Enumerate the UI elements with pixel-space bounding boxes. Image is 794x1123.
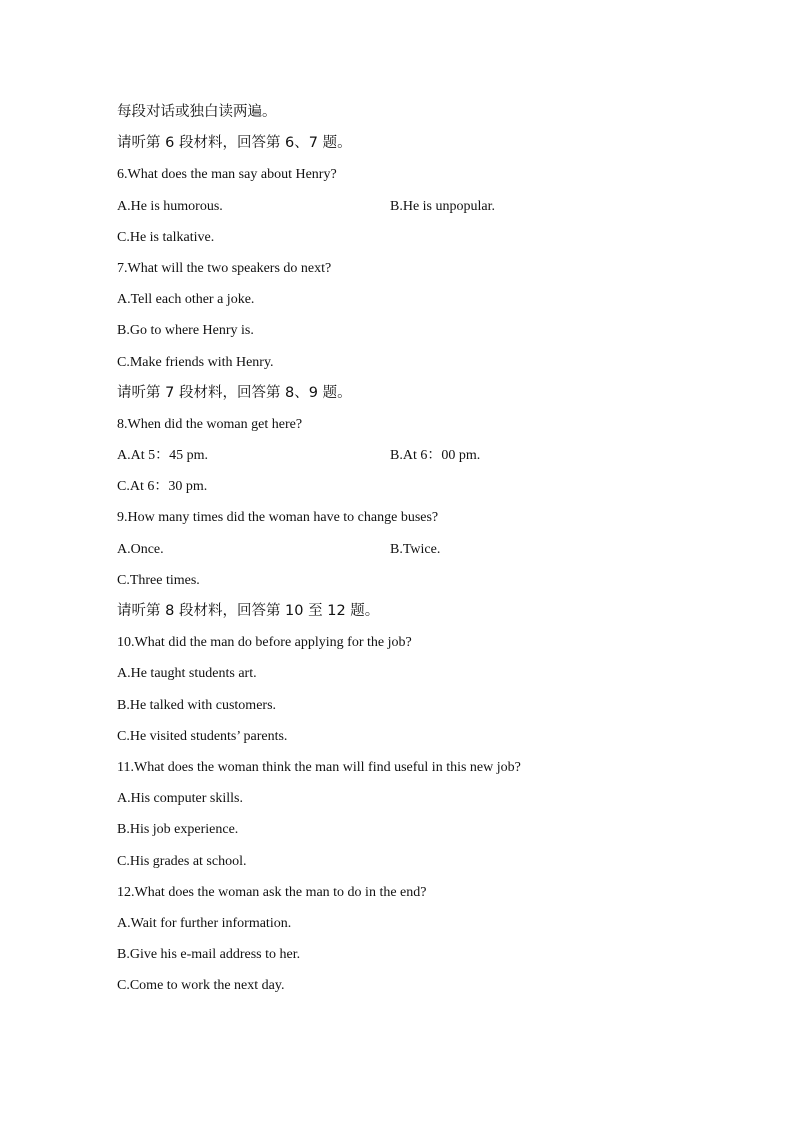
section-heading: 请听第 8 段材料，回答第 10 至 12 题。 <box>117 603 380 619</box>
section-heading: 请听第 7 段材料，回答第 8、9 题。 <box>117 384 352 401</box>
option-a: A.Wait for further information. <box>117 915 292 931</box>
question-9: 9.How many times did the woman have to change buses? <box>117 510 439 526</box>
option-a: A.Once. <box>117 541 164 557</box>
option-a: A.Tell each other a joke. <box>117 292 255 308</box>
option-c: C.Make friends with Henry. <box>117 354 274 370</box>
option-b: B.Twice. <box>390 541 441 557</box>
question-12: 12.What does the woman ask the man to do in the end? <box>117 884 427 900</box>
option-a: A.His computer skills. <box>117 791 243 807</box>
document-page <box>117 97 717 1001</box>
question-6: 6.What does the man say about Henry? <box>117 167 337 183</box>
option-b: B.Give his e-mail address to her. <box>117 947 301 963</box>
option-row <box>117 191 717 222</box>
option-c: C.At 6：30 pm. <box>117 479 208 495</box>
option-c: C.He is talkative. <box>117 229 215 245</box>
question-10: 10.What did the man do before applying for the job? <box>117 635 412 651</box>
instruction-text: 每段对话或独白读两遍。 <box>117 104 277 120</box>
option-c: C.His grades at school. <box>117 853 247 869</box>
option-row <box>117 534 717 565</box>
option-a: A.At 5：45 pm. <box>117 448 208 464</box>
option-b: B.Go to where Henry is. <box>117 323 254 339</box>
question-8: 8.When did the woman get here? <box>117 416 303 432</box>
option-b: B.He is unpopular. <box>390 198 495 214</box>
option-b: B.At 6：00 pm. <box>390 448 481 464</box>
option-row <box>117 440 717 471</box>
option-a: A.He is humorous. <box>117 198 223 214</box>
option-b: B.His job experience. <box>117 822 239 838</box>
option-b: B.He talked with customers. <box>117 697 277 713</box>
option-c: C.Three times. <box>117 572 200 588</box>
question-11: 11.What does the woman think the man will find useful in this new job? <box>117 759 521 775</box>
option-c: C.He visited students’ parents. <box>117 728 288 744</box>
option-c: C.Come to work the next day. <box>117 978 285 994</box>
section-heading: 请听第 6 段材料，回答第 6、7 题。 <box>117 135 352 152</box>
question-7: 7.What will the two speakers do next? <box>117 260 332 276</box>
option-a: A.He taught students art. <box>117 666 257 682</box>
